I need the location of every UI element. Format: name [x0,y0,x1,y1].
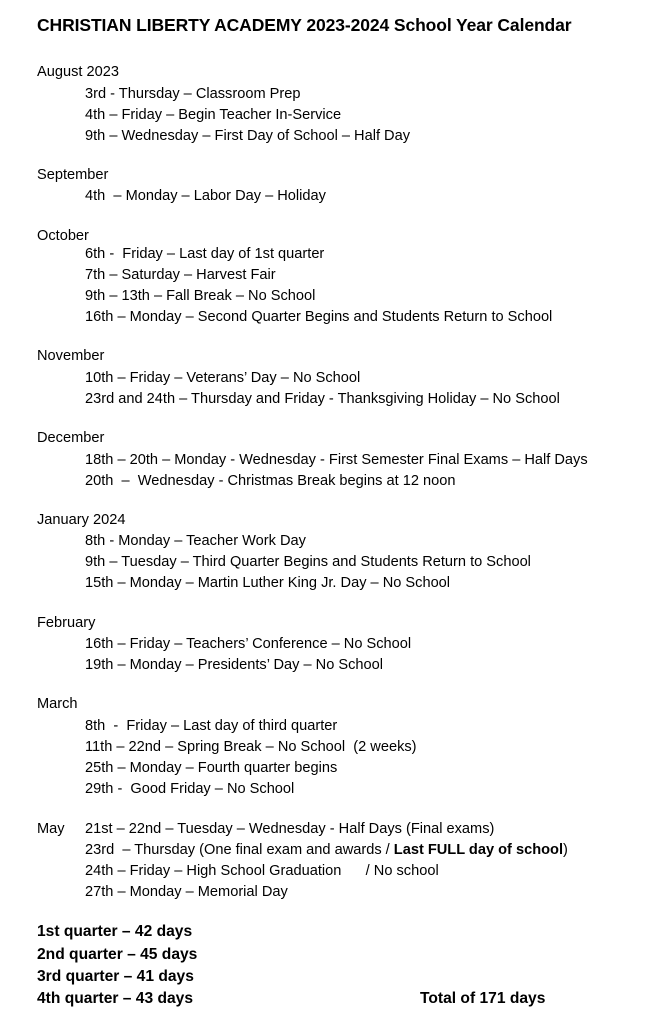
calendar-entry: 16th – Monday – Second Quarter Begins and Students Return to School [85,309,553,325]
calendar-entry: 11th – 22nd – Spring Break – No School (2 weeks) [85,739,417,755]
quarter-summary: 2nd quarter – 45 days [37,946,198,963]
month-november: November [37,348,105,364]
calendar-entry: 6th - Friday – Last day of 1st quarter [85,246,325,262]
calendar-entry: 27th – Monday – Memorial Day [85,884,288,900]
quarter-summary: 1st quarter – 42 days [37,923,193,940]
calendar-entry: 25th – Monday – Fourth quarter begins [85,760,338,776]
calendar-entry: 4th – Friday – Begin Teacher In-Service [85,107,342,123]
entry-emphasis: Last FULL day of school [393,842,563,858]
calendar-entry: 4th – Monday – Labor Day – Holiday [85,188,326,204]
calendar-entry: 9th – Tuesday – Third Quarter Begins and Students Return to School [85,554,531,570]
total-days: Total of 171 days [420,990,546,1007]
calendar-entry: 8th - Friday – Last day of third quarter [85,718,338,734]
month-october: October [37,228,89,244]
month-february: February [37,615,96,631]
calendar-entry: 21st – 22nd – Tuesday – Wednesday - Half Days (Final exams) [85,821,495,837]
calendar-entry [85,842,568,858]
calendar-entry: 18th – 20th – Monday - Wednesday - First Semester Final Exams – Half Days [85,452,588,468]
entry-text: 23rd – Thursday (One final exam and awards / [85,842,394,858]
month-march: March [37,696,78,712]
month-december: December [37,430,105,446]
quarter-summary: 4th quarter – 43 days [37,990,194,1007]
calendar-entry: 19th – Monday – Presidents’ Day – No School [85,657,383,673]
calendar-entry: 9th – 13th – Fall Break – No School [85,288,316,304]
calendar-entry: 24th – Friday – High School Graduation / No school [85,863,439,879]
calendar-entry: 15th – Monday – Martin Luther King Jr. Day – No School [85,575,451,591]
calendar-entry: 20th – Wednesday - Christmas Break begins at 12 noon [85,473,456,489]
calendar-entry: 16th – Friday – Teachers’ Conference – No School [85,636,412,652]
calendar-entry: 7th – Saturday – Harvest Fair [85,267,276,283]
month-january: January 2024 [37,512,126,528]
calendar-entry: 10th – Friday – Veterans’ Day – No School [85,370,361,386]
calendar-entry: 9th – Wednesday – First Day of School – Half Day [85,128,411,144]
entry-text: ) [563,842,568,858]
calendar-entry: 3rd - Thursday – Classroom Prep [85,86,301,102]
calendar-entry: 29th - Good Friday – No School [85,781,295,797]
month-august: August 2023 [37,64,119,80]
calendar-entry: 8th - Monday – Teacher Work Day [85,533,306,549]
page-title: CHRISTIAN LIBERTY ACADEMY 2023-2024 School Year Calendar [37,15,572,35]
quarter-summary: 3rd quarter – 41 days [37,968,194,985]
month-may: May [37,821,65,837]
calendar-entry: 23rd and 24th – Thursday and Friday - Thanksgiving Holiday – No School [85,391,560,407]
month-september: September [37,167,109,183]
